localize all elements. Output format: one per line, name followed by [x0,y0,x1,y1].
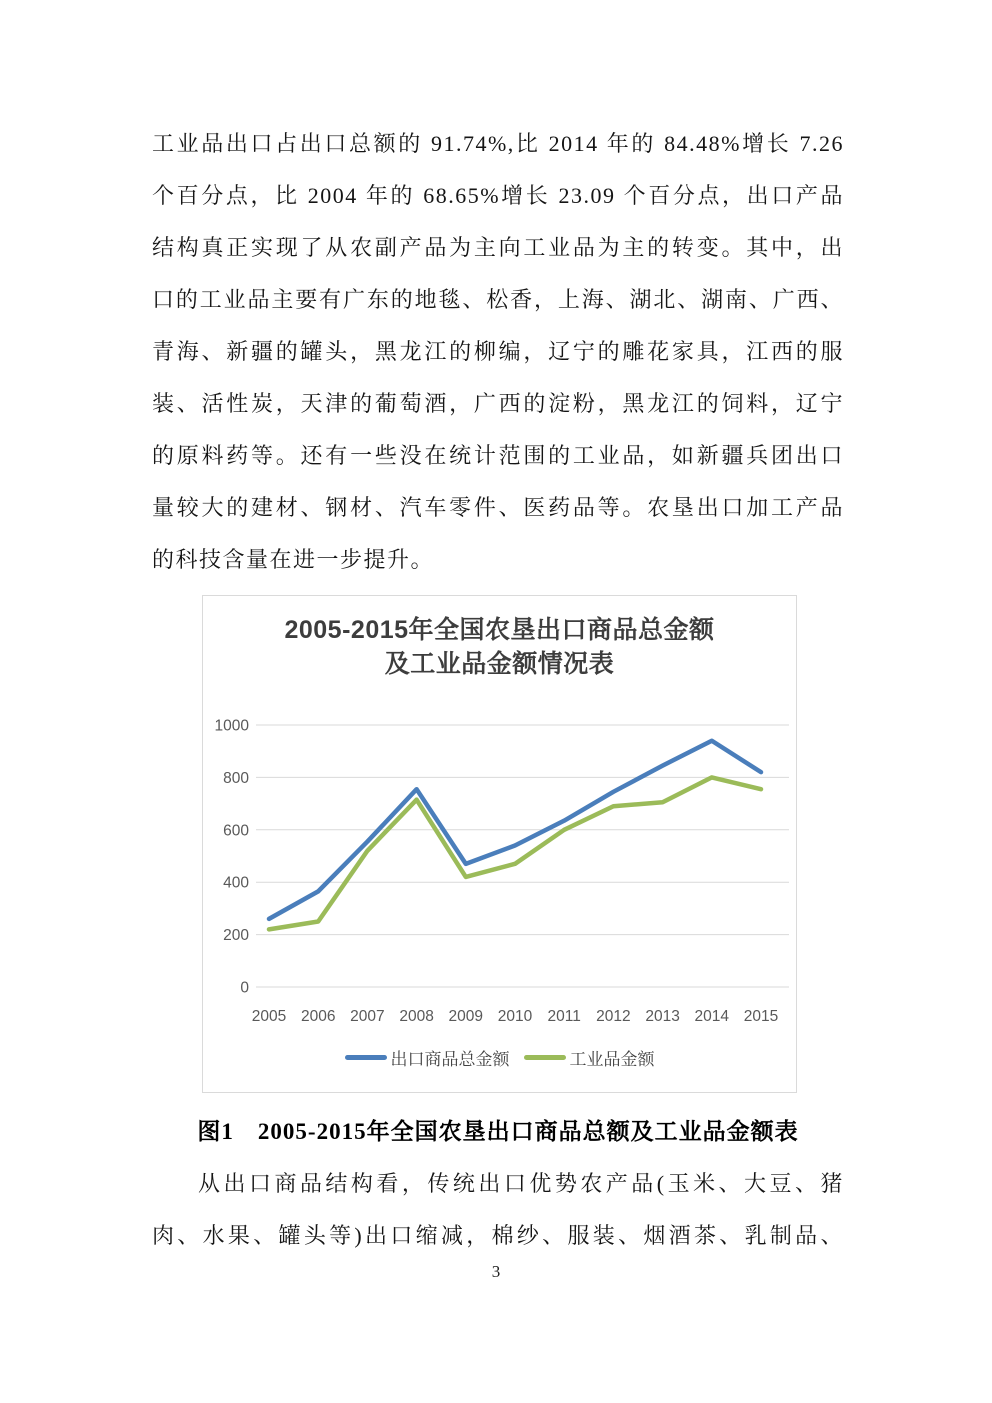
legend-line-swatch-icon [345,1055,387,1060]
text-line: 个百分点，比 2004 年的 68.65%增长 23.09 个百分点，出口产品 [152,183,844,208]
body-paragraph-2 [152,1158,844,1262]
text-line: 的科技含量在进一步提升。 [152,547,435,572]
legend-label: 出口商品总金额 [390,1049,510,1069]
text-line: 从出口商品结构看，传统出口优势农产品(玉米、大豆、猪 [198,1171,844,1196]
body-paragraph-1 [152,118,844,586]
y-axis-tick-label: 0 [240,979,249,997]
x-axis-tick-label: 2009 [448,1008,484,1025]
x-axis-tick-label: 2013 [645,1008,680,1025]
text-line: 口的工业品主要有广东的地毯、松香，上海、湖北、湖南、广西、 [152,287,844,312]
x-axis-tick-label: 2015 [743,1008,779,1025]
chart-title-line1: 2005-2015年全国农垦出口商品总金额 [284,616,715,644]
text-line: 工业品出口占出口总额的 91.74%,比 2014 年的 84.48%增长 7.26 [152,131,844,156]
page-number: 3 [491,1262,501,1281]
legend-label: 工业品金额 [569,1049,655,1069]
x-axis-tick-label: 2012 [596,1008,631,1025]
text-line: 的原料药等。还有一些没在统计范围的工业品，如新疆兵团出口 [152,443,844,468]
y-axis-tick-label: 200 [223,927,249,945]
text-line: 量较大的建材、钢材、汽车零件、医药品等。农垦出口加工产品 [152,495,844,520]
y-axis-tick-label: 1000 [214,717,249,735]
x-axis-tick-label: 2006 [300,1008,336,1025]
series-line [269,777,761,929]
x-axis-tick-label: 2011 [547,1008,581,1025]
figure-caption: 图1 2005-2015年全国农垦出口商品总额及工业品金额表 [197,1119,799,1144]
legend-item [524,1045,655,1070]
x-axis-tick-label: 2007 [350,1008,385,1025]
text-line: 装、活性炭，天津的葡萄酒，广西的淀粉，黑龙江的饲料，辽宁 [152,391,844,416]
y-axis-tick-label: 400 [223,874,249,892]
y-axis-tick-label: 600 [223,822,249,840]
x-axis-tick-label: 2010 [497,1008,533,1025]
x-axis-tick-label: 2008 [399,1008,434,1025]
y-axis-tick-label: 800 [223,769,249,787]
chart-legend [203,1042,796,1072]
chart-title-line2: 及工业品金额情况表 [384,650,615,678]
text-line: 结构真正实现了从农副产品为主向工业品为主的转变。其中，出 [152,235,844,260]
text-line: 肉、水果、罐头等)出口缩减，棉纱、服装、烟酒茶、乳制品、 [152,1223,844,1248]
legend-item [345,1045,510,1070]
legend-line-swatch-icon [524,1055,566,1060]
line-chart [202,595,797,1093]
x-axis-tick-label: 2014 [694,1008,730,1025]
chart-title [203,613,796,681]
text-line: 青海、新疆的罐头，黑龙江的柳编，辽宁的雕花家具，江西的服 [152,339,844,364]
x-axis-tick-label: 2005 [251,1008,287,1025]
